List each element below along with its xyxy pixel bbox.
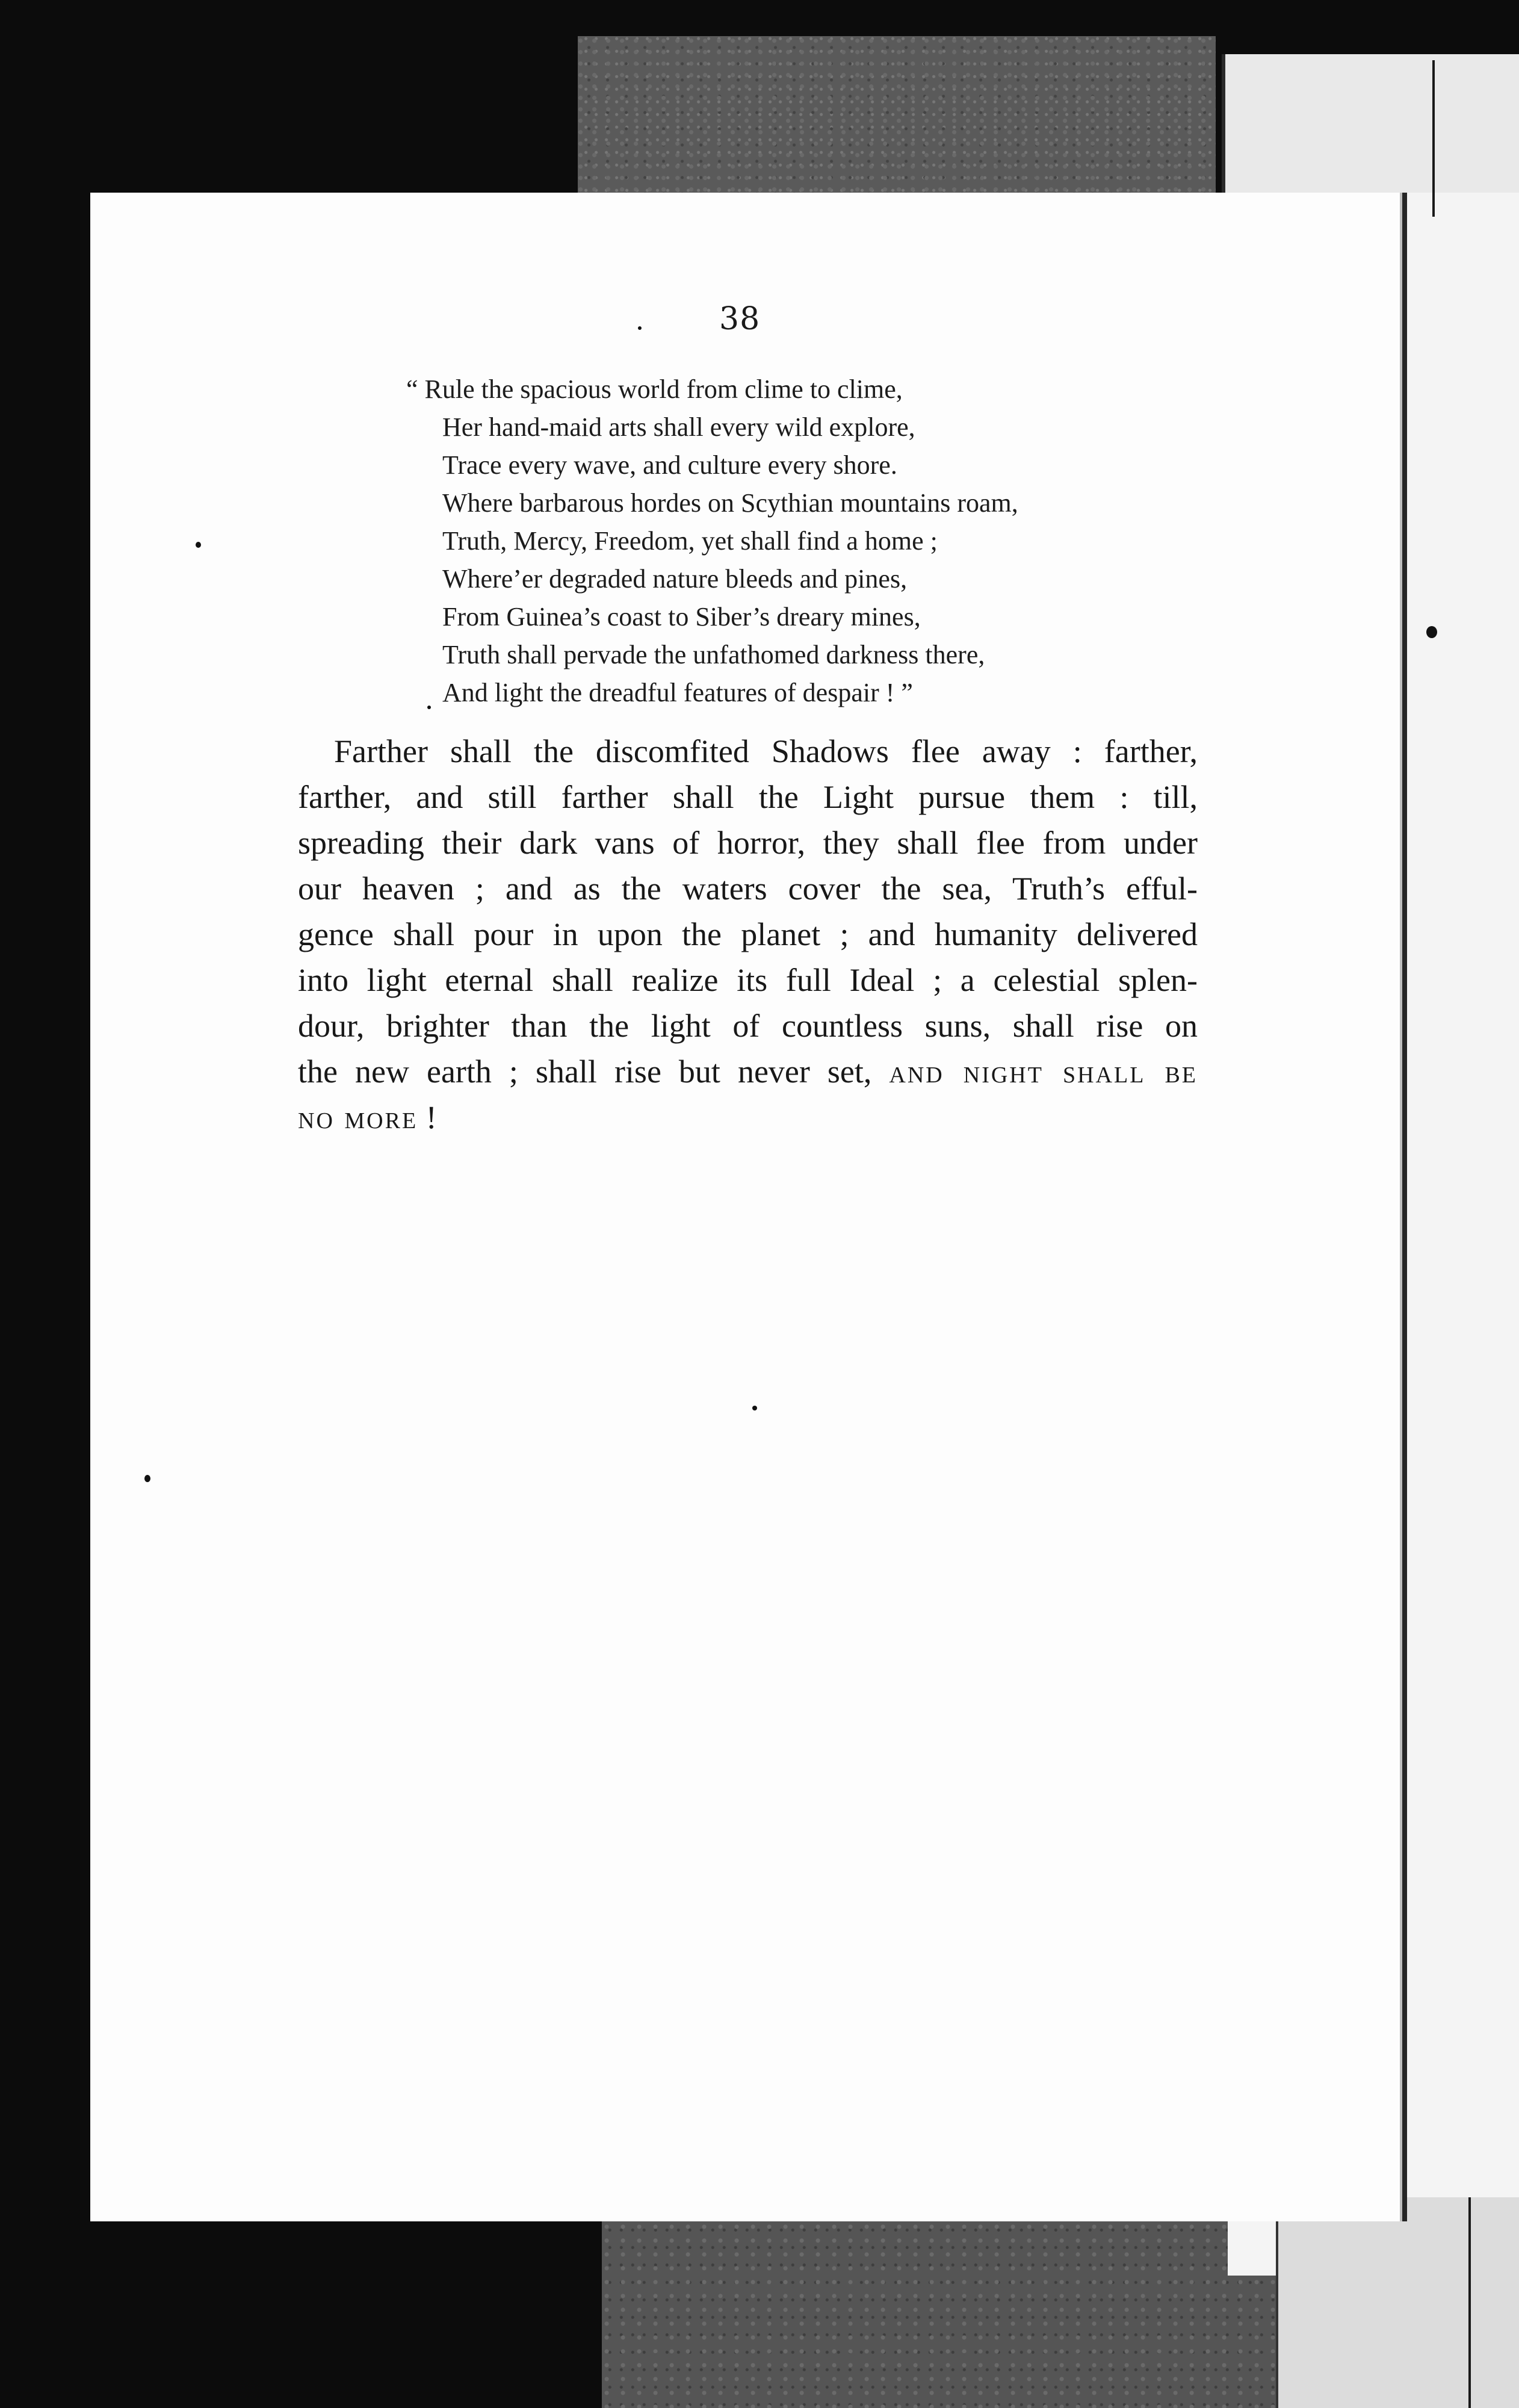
prose-text: the new earth ; shall rise but never set, — [298, 1054, 872, 1090]
prose-line: Farther shall the discomfited Shadows flee away : farther, — [334, 733, 1198, 769]
prose-punctuation: ! — [418, 1099, 437, 1135]
spine-crease-bottom — [1468, 2197, 1471, 2408]
prose-line: gence shall pour in upon the planet ; and humanity delivered — [298, 916, 1198, 952]
poem-line: Where barbarous hordes on Scythian mountains roam, — [442, 488, 1018, 518]
prose-line: farther, and still farther shall the Light pursue them : till, — [298, 779, 1198, 815]
facing-page-bottom-edge — [1276, 2197, 1519, 2408]
prose-line: dour, brighter than the light of countless suns, shall rise on — [298, 1008, 1198, 1044]
facing-page-top-edge — [1222, 54, 1519, 193]
poem-line: From Guinea’s coast to Siber’s dreary mines, — [442, 602, 921, 631]
poem-line: And light the dreadful features of despair ! ” — [442, 678, 913, 707]
prose-line: into light eternal shall realize its full Ideal ; a celestial splen- — [298, 962, 1198, 998]
poem-line: “ Rule the spacious world from clime to clime, — [406, 374, 903, 404]
page-number: 38 — [719, 301, 761, 337]
poem-line: Trace every wave, and culture every shore. — [442, 450, 897, 480]
poem-line: Her hand-maid arts shall every wild explore, — [442, 412, 915, 442]
ink-speck — [638, 326, 642, 330]
small-caps-text: and night shall be — [889, 1054, 1198, 1090]
ink-speck — [752, 1406, 757, 1410]
prose-line-final — [298, 1094, 1198, 1140]
poem-quotation — [406, 370, 1201, 712]
prose-line-penultimate — [298, 1049, 1198, 1094]
prose-paragraph — [298, 728, 1198, 1140]
poem-line: Where’er degraded nature bleeds and pines, — [442, 564, 908, 594]
spine-crease — [1432, 60, 1435, 217]
prose-line: spreading their dark vans of horror, they shall flee from under — [298, 825, 1198, 861]
prose-line: our heaven ; and as the waters cover the sea, Truth’s efful- — [298, 870, 1198, 907]
poem-line: Truth, Mercy, Freedom, yet shall find a home ; — [442, 526, 938, 556]
background-cloth-top — [578, 36, 1216, 217]
ink-speck — [1426, 626, 1437, 638]
ink-speck — [196, 542, 201, 548]
poem-line: Truth shall pervade the unfathomed darkness there, — [442, 640, 985, 669]
ink-speck — [144, 1475, 150, 1482]
small-caps-text: no more — [298, 1099, 418, 1135]
